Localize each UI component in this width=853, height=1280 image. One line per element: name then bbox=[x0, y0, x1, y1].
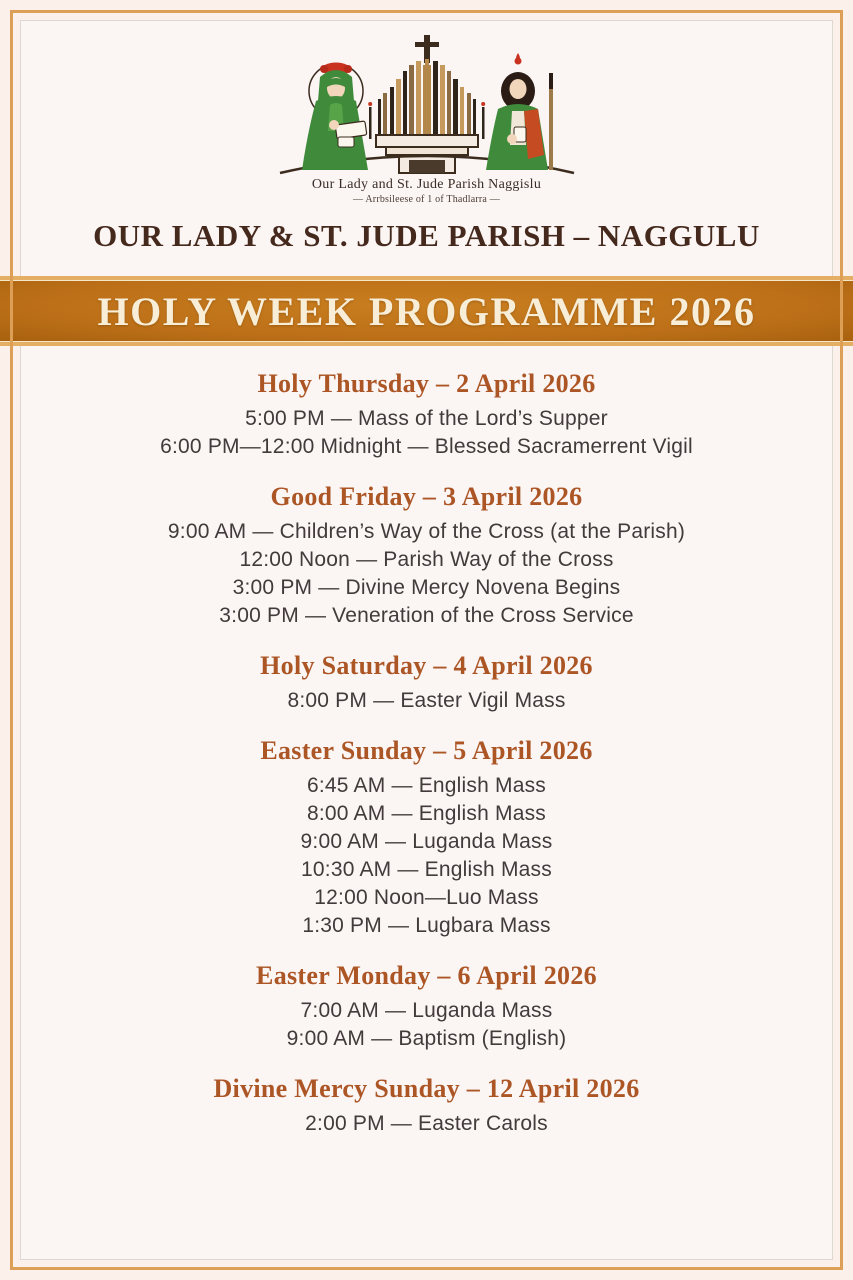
schedule-item: 6:00 PM—12:00 Midnight — Blessed Sacramerrent Vigil bbox=[160, 435, 693, 458]
parish-logo-icon bbox=[272, 35, 582, 175]
schedule-item: 12:00 Noon—Luo Mass bbox=[314, 886, 539, 909]
parish-title: OUR LADY & ST. JUDE PARISH – NAGGULU bbox=[93, 218, 760, 253]
st-jude-figure bbox=[486, 53, 553, 170]
mary-figure bbox=[302, 63, 368, 171]
programme-banner bbox=[0, 276, 853, 346]
schedule-item: 9:00 AM — Children’s Way of the Cross (at the Parish) bbox=[167, 520, 686, 543]
programme-section bbox=[0, 735, 853, 940]
schedule-item: 8:00 PM — Easter Vigil Mass bbox=[287, 689, 566, 712]
programme-banner-inner bbox=[0, 280, 853, 342]
programme-section bbox=[0, 650, 853, 715]
schedule-item: 7:00 AM — Luganda Mass bbox=[300, 999, 553, 1022]
parish-logo bbox=[0, 0, 853, 206]
schedule-item: 3:00 PM — Divine Mercy Novena Begins bbox=[232, 576, 621, 599]
programme-section bbox=[0, 1073, 853, 1138]
programme-section bbox=[0, 368, 853, 461]
logo-subcaption: — Arrbsileese of 1 of Thadlarra — bbox=[353, 194, 500, 205]
programme-section bbox=[0, 960, 853, 1053]
logo-caption: Our Lady and St. Jude Parish Naggislu bbox=[311, 177, 542, 192]
church-organ-pipes bbox=[368, 61, 485, 139]
programme-sections bbox=[0, 368, 853, 1138]
section-heading: Divine Mercy Sunday – 12 April 2026 bbox=[213, 1074, 640, 1103]
altar bbox=[376, 135, 478, 173]
schedule-item: 8:00 AM — English Mass bbox=[307, 802, 546, 825]
schedule-item: 1:30 PM — Lugbara Mass bbox=[302, 914, 551, 937]
section-heading: Holy Saturday – 4 April 2026 bbox=[260, 651, 593, 680]
schedule-item: 10:30 AM — English Mass bbox=[301, 858, 552, 881]
programme-banner-title: HOLY WEEK PROGRAMME 2026 bbox=[97, 288, 756, 334]
programme-section bbox=[0, 481, 853, 630]
schedule-item: 2:00 PM — Easter Carols bbox=[305, 1112, 548, 1135]
schedule-item: 9:00 AM — Baptism (English) bbox=[286, 1027, 567, 1050]
schedule-item: 3:00 PM — Veneration of the Cross Service bbox=[219, 604, 634, 627]
section-heading: Good Friday – 3 April 2026 bbox=[270, 482, 583, 511]
section-heading: Easter Sunday – 5 April 2026 bbox=[260, 736, 593, 765]
schedule-item: 9:00 AM — Luganda Mass bbox=[300, 830, 553, 853]
schedule-item: 12:00 Noon — Parish Way of the Cross bbox=[239, 548, 614, 571]
section-heading: Easter Monday – 6 April 2026 bbox=[256, 961, 597, 990]
schedule-item: 6:45 AM — English Mass bbox=[307, 774, 546, 797]
schedule-item: 5:00 PM — Mass of the Lord’s Supper bbox=[245, 407, 608, 430]
section-heading: Holy Thursday – 2 April 2026 bbox=[257, 369, 596, 398]
